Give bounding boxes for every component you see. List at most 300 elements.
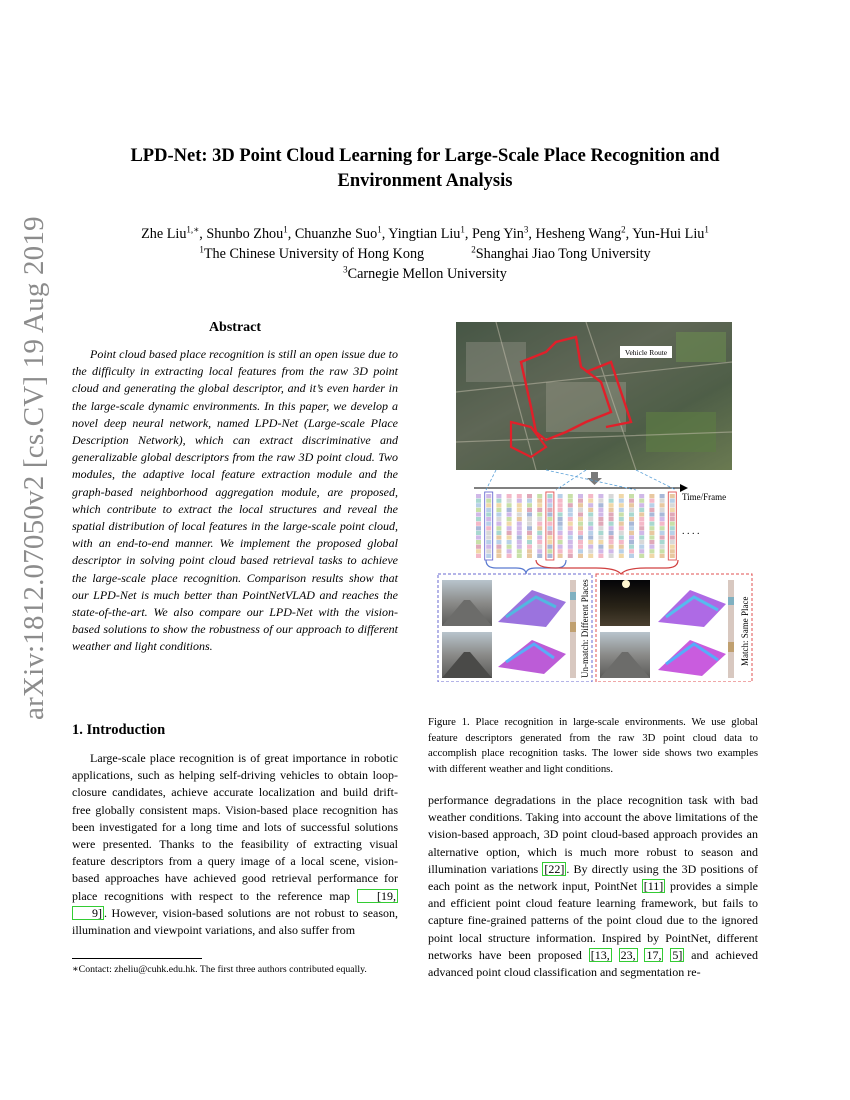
descriptor-cell xyxy=(547,549,552,553)
descriptor-cell xyxy=(649,540,654,544)
descriptor-cell xyxy=(476,503,481,507)
descriptor-cell xyxy=(660,512,665,516)
descriptor-cell xyxy=(588,545,593,549)
descriptor-cell xyxy=(527,545,532,549)
descriptor-cell xyxy=(496,554,501,558)
descriptor-cell xyxy=(507,526,512,530)
descriptor-cell xyxy=(660,499,665,503)
descriptor-cell xyxy=(507,522,512,526)
descriptor-cell xyxy=(476,549,481,553)
descriptor-cell xyxy=(496,540,501,544)
descriptor-cell xyxy=(517,535,522,539)
affiliations-line-1 xyxy=(40,244,810,264)
descriptor-cell xyxy=(609,540,614,544)
right-column-body xyxy=(428,792,758,981)
descriptor-cell xyxy=(476,526,481,530)
descriptor-cell xyxy=(486,535,491,539)
descriptor-cell xyxy=(568,531,573,535)
descriptor-cell xyxy=(558,522,563,526)
descriptor-cell xyxy=(527,549,532,553)
descriptor-cell xyxy=(609,517,614,521)
descriptor-cell xyxy=(537,499,542,503)
descriptor-cell xyxy=(507,499,512,503)
descriptor-cell xyxy=(476,522,481,526)
descriptor-cell xyxy=(527,526,532,530)
affiliation-sup: 2 xyxy=(471,244,476,255)
descriptor-cell xyxy=(670,549,675,553)
satellite-map-image xyxy=(456,322,732,470)
descriptor-cell xyxy=(558,554,563,558)
footnote: ∗Contact: zheliu@cuhk.edu.hk. The first three authors contributed equally. xyxy=(72,964,367,975)
descriptor-cell xyxy=(537,531,542,535)
descriptor-cell xyxy=(507,512,512,516)
descriptor-cell xyxy=(496,512,501,516)
title-line-2: Environment Analysis xyxy=(337,171,513,191)
descriptor-cell xyxy=(639,526,644,530)
descriptor-cell xyxy=(639,554,644,558)
descriptor-cell xyxy=(588,522,593,526)
descriptor-cell xyxy=(558,531,563,535)
descriptor-cell xyxy=(507,540,512,544)
descriptor-cell xyxy=(578,503,583,507)
descriptor-cell xyxy=(496,517,501,521)
citation-link[interactable]: [13, xyxy=(590,947,610,962)
descriptor-cell xyxy=(728,597,734,605)
descriptor-cell xyxy=(619,535,624,539)
descriptor-cell xyxy=(639,531,644,535)
descriptor-cell xyxy=(537,508,542,512)
descriptor-cell xyxy=(547,517,552,521)
descriptor-cell xyxy=(476,531,481,535)
descriptor-cell xyxy=(649,549,654,553)
descriptor-cell xyxy=(670,540,675,544)
abstract-body xyxy=(72,346,398,656)
descriptor-cell xyxy=(649,508,654,512)
descriptor-cell xyxy=(476,545,481,549)
descriptor-cell xyxy=(670,508,675,512)
brace-unmatch xyxy=(486,560,566,574)
descriptor-cell xyxy=(598,499,603,503)
descriptor-cell xyxy=(649,545,654,549)
descriptor-cell xyxy=(496,522,501,526)
descriptor-cell xyxy=(578,549,583,553)
descriptor-cell xyxy=(537,512,542,516)
descriptor-cell xyxy=(629,512,634,516)
descriptor-cell xyxy=(507,494,512,498)
citation-link[interactable]: 5] xyxy=(672,947,683,962)
descriptor-cell xyxy=(507,508,512,512)
descriptor-cell xyxy=(507,503,512,507)
affiliation-3: Carnegie Mellon University xyxy=(347,266,507,282)
descriptor-cell xyxy=(629,531,634,535)
descriptor-cell xyxy=(619,549,624,553)
descriptor-cell xyxy=(619,540,624,544)
descriptor-cell xyxy=(476,499,481,503)
descriptor-cell xyxy=(598,549,603,553)
descriptor-cell xyxy=(507,517,512,521)
descriptor-cell xyxy=(547,508,552,512)
descriptor-cell xyxy=(609,508,614,512)
descriptor-cell xyxy=(670,522,675,526)
intro-text-end: . However, vision-based solutions are not robust to season, illumination and viewpoint variations, and also suffer from xyxy=(72,905,398,938)
descriptor-cell xyxy=(578,531,583,535)
descriptor-cell xyxy=(570,622,576,632)
descriptor-cell xyxy=(578,535,583,539)
descriptor-cell xyxy=(629,549,634,553)
author-name: Shunbo Zhou xyxy=(206,226,284,242)
descriptor-cell xyxy=(578,517,583,521)
descriptor-cell xyxy=(486,545,491,549)
down-arrow-icon xyxy=(587,472,602,485)
point-cloud xyxy=(498,590,566,627)
citation-link[interactable]: [19, xyxy=(357,889,398,903)
citation-link[interactable]: 23, xyxy=(620,947,636,962)
descriptor-cell xyxy=(629,545,634,549)
descriptor-cell xyxy=(649,522,654,526)
descriptor-cell xyxy=(568,526,573,530)
author-sup: 1,∗ xyxy=(186,224,200,235)
descriptor-cell xyxy=(588,535,593,539)
descriptor-cell xyxy=(476,554,481,558)
descriptor-cell xyxy=(578,554,583,558)
author-sup: 1 xyxy=(377,224,382,235)
descriptor-cell xyxy=(558,499,563,503)
section-heading-introduction: 1. Introduction xyxy=(72,722,166,738)
descriptor-cell xyxy=(527,512,532,516)
descriptor-cell xyxy=(598,554,603,558)
descriptor-cell xyxy=(568,540,573,544)
descriptor-cell xyxy=(568,517,573,521)
descriptor-cell xyxy=(670,554,675,558)
descriptor-cell xyxy=(537,540,542,544)
descriptor-cell xyxy=(660,494,665,498)
author-list: Zhe Liu$^{1,∗}$, Shunbo Zhou$^1$, Chuanzhe Suo$^1$, Yingtian Liu$^1$, Peng Yin$^3$, Hesheng Wang$^2$, Yun-Hui Liu$^1$ xyxy=(141,224,709,242)
vehicle-route-label: Vehicle Route xyxy=(624,348,668,357)
introduction-body xyxy=(72,750,398,939)
descriptor-cell xyxy=(496,508,501,512)
descriptor-cell xyxy=(639,512,644,516)
descriptor-cell xyxy=(537,545,542,549)
descriptor-cell xyxy=(568,508,573,512)
descriptor-cell xyxy=(527,540,532,544)
descriptor-cell xyxy=(588,494,593,498)
descriptor-cell xyxy=(660,531,665,535)
descriptor-cell xyxy=(527,494,532,498)
affiliation-sup: 1 xyxy=(199,244,204,255)
author-sup: 1 xyxy=(283,224,288,235)
descriptor-cell xyxy=(527,517,532,521)
descriptor-cell xyxy=(598,503,603,507)
descriptor-cell xyxy=(568,545,573,549)
descriptor-cell xyxy=(517,545,522,549)
descriptor-cell xyxy=(517,549,522,553)
descriptor-cell xyxy=(527,522,532,526)
descriptor-cell xyxy=(609,549,614,553)
descriptor-cell xyxy=(496,531,501,535)
descriptor-cell xyxy=(619,517,624,521)
match-panel xyxy=(600,580,750,678)
descriptor-cell xyxy=(619,522,624,526)
descriptor-cell xyxy=(629,526,634,530)
author-block xyxy=(40,224,810,284)
descriptor-cell xyxy=(527,499,532,503)
descriptor-cell xyxy=(578,526,583,530)
descriptor-cell xyxy=(609,545,614,549)
descriptor-cell xyxy=(649,512,654,516)
descriptor-cell xyxy=(588,549,593,553)
descriptor-cell xyxy=(660,503,665,507)
author-name: Zhe Liu xyxy=(141,226,187,242)
descriptor-cell xyxy=(639,517,644,521)
descriptor-cell xyxy=(486,531,491,535)
figure-graphic xyxy=(436,322,754,682)
descriptor-cell xyxy=(547,545,552,549)
connector-lines xyxy=(486,470,676,490)
descriptor-cell xyxy=(598,494,603,498)
descriptor-cell xyxy=(670,503,675,507)
descriptor-cell xyxy=(486,522,491,526)
descriptor-cell xyxy=(517,531,522,535)
footnote-rule xyxy=(72,958,202,959)
author-sup: 1 xyxy=(704,224,709,235)
descriptor-cell xyxy=(598,522,603,526)
descriptor-cell xyxy=(670,545,675,549)
descriptor-cell xyxy=(558,535,563,539)
descriptor-cell xyxy=(547,512,552,516)
author-sup: 3 xyxy=(523,224,529,235)
descriptor-cell xyxy=(609,535,614,539)
descriptor-cell xyxy=(660,540,665,544)
descriptor-cell xyxy=(547,494,552,498)
descriptor-cell xyxy=(537,554,542,558)
author-name: Hesheng Wang xyxy=(535,226,622,242)
author-name: Peng Yin xyxy=(472,226,524,242)
timeline-arrow-icon xyxy=(680,484,688,492)
descriptor-cell xyxy=(660,554,665,558)
descriptor-cell xyxy=(619,512,624,516)
descriptor-cell xyxy=(619,531,624,535)
descriptor-cell xyxy=(660,535,665,539)
descriptor-cell xyxy=(598,526,603,530)
descriptor-cell xyxy=(486,549,491,553)
body-paragraph xyxy=(428,792,758,981)
descriptor-cell xyxy=(660,526,665,530)
descriptor-cell xyxy=(660,508,665,512)
descriptor-cell xyxy=(578,522,583,526)
descriptor-cell xyxy=(588,512,593,516)
descriptor-cell xyxy=(568,554,573,558)
descriptor-cell xyxy=(609,503,614,507)
descriptor-cell xyxy=(598,540,603,544)
descriptor-cell xyxy=(588,508,593,512)
figure-caption: Figure 1. Place recognition in large-scale environments. We use global feature descriptors generated from the raw 3D point cloud data to accomplish place recognition tasks. The lower side shows two examples with different weather and light conditions. xyxy=(428,716,758,775)
title-line-1: LPD-Net: 3D Point Cloud Learning for Large-Scale Place Recognition and xyxy=(130,146,720,166)
descriptor-cell xyxy=(537,522,542,526)
descriptor-cell xyxy=(660,517,665,521)
descriptor-cell xyxy=(517,499,522,503)
descriptor-cell xyxy=(547,522,552,526)
descriptor-cell xyxy=(486,499,491,503)
author-sup: 1 xyxy=(460,224,465,235)
brace-match xyxy=(536,560,678,574)
descriptor-cell xyxy=(558,549,563,553)
author-name: Yun-Hui Liu xyxy=(632,226,705,242)
descriptor-cell xyxy=(609,522,614,526)
descriptor-cell xyxy=(619,526,624,530)
descriptor-cell xyxy=(609,512,614,516)
descriptor-cell xyxy=(639,508,644,512)
descriptor-cell xyxy=(568,549,573,553)
descriptor-cell xyxy=(558,503,563,507)
descriptor-cell xyxy=(476,494,481,498)
descriptor-cell xyxy=(537,517,542,521)
descriptor-cell xyxy=(568,499,573,503)
intro-paragraph xyxy=(72,750,398,939)
descriptor-cell xyxy=(588,540,593,544)
descriptor-cell xyxy=(476,512,481,516)
descriptor-cell xyxy=(670,512,675,516)
figure-1 xyxy=(436,322,754,682)
affiliation-2: Shanghai Jiao Tong University xyxy=(475,246,651,262)
descriptor-cell xyxy=(629,499,634,503)
descriptor-cell xyxy=(547,535,552,539)
descriptor-cell xyxy=(619,499,624,503)
author-name: Yingtian Liu xyxy=(388,226,461,242)
descriptor-cell xyxy=(629,522,634,526)
descriptor-cell xyxy=(639,503,644,507)
descriptor-cell xyxy=(517,540,522,544)
descriptor-cell xyxy=(578,499,583,503)
descriptor-cell xyxy=(629,535,634,539)
descriptor-cell xyxy=(588,554,593,558)
descriptor-cell xyxy=(588,503,593,507)
body-text: performance degradations in the place recognition task with bad weather conditions. Taking into account the above limitations of the vision-based approach, 3D point cloud-based approach provides an alternative option, which is much more robust to season and illumination variations xyxy=(428,793,758,876)
descriptor-cell xyxy=(670,535,675,539)
citation-link[interactable]: [11] xyxy=(643,879,664,894)
descriptor-cell xyxy=(517,526,522,530)
citation-link[interactable]: 17, xyxy=(646,947,662,962)
descriptor-cell xyxy=(507,531,512,535)
descriptor-cell xyxy=(619,545,624,549)
descriptor-cell xyxy=(609,494,614,498)
descriptor-cell xyxy=(649,526,654,530)
descriptor-cell xyxy=(629,494,634,498)
descriptor-cell xyxy=(476,508,481,512)
citation-link[interactable]: 9] xyxy=(72,906,104,920)
descriptor-cell xyxy=(649,531,654,535)
descriptor-cell xyxy=(609,499,614,503)
descriptor-cell xyxy=(486,503,491,507)
descriptor-cell xyxy=(670,526,675,530)
descriptor-cell xyxy=(568,535,573,539)
descriptor-cell xyxy=(629,508,634,512)
descriptor-cell xyxy=(517,508,522,512)
descriptor-cell xyxy=(619,508,624,512)
descriptor-cell xyxy=(527,535,532,539)
paper-title xyxy=(60,144,790,194)
author-name: Chuanzhe Suo xyxy=(294,226,378,242)
ellipsis-label: . . . . xyxy=(682,526,700,537)
descriptor-cell xyxy=(486,508,491,512)
descriptor-cell xyxy=(496,499,501,503)
descriptor-cell xyxy=(578,508,583,512)
descriptor-cell xyxy=(476,535,481,539)
descriptor-cell xyxy=(609,531,614,535)
descriptor-cell xyxy=(598,531,603,535)
descriptor-cell xyxy=(486,540,491,544)
descriptor-cell xyxy=(570,592,576,600)
descriptor-cell xyxy=(486,526,491,530)
street-light xyxy=(622,580,630,588)
descriptor-cell xyxy=(558,545,563,549)
descriptor-cell xyxy=(476,540,481,544)
descriptor-cell xyxy=(619,494,624,498)
author-sup: 2 xyxy=(621,224,626,235)
descriptor-cell xyxy=(649,499,654,503)
descriptor-cell xyxy=(588,526,593,530)
unmatch-panel xyxy=(442,579,590,678)
descriptor-cell xyxy=(598,535,603,539)
descriptor-cell xyxy=(629,503,634,507)
descriptor-cell xyxy=(629,540,634,544)
descriptor-cell xyxy=(537,503,542,507)
feature-descriptor-columns xyxy=(476,492,676,560)
time-frame-label: Time/Frame xyxy=(682,492,727,502)
descriptor-cell xyxy=(496,503,501,507)
descriptor-cell xyxy=(609,526,614,530)
descriptor-cell xyxy=(619,554,624,558)
descriptor-cell xyxy=(517,512,522,516)
descriptor-cell xyxy=(547,540,552,544)
citation-link[interactable]: [22] xyxy=(544,861,565,876)
descriptor-cell xyxy=(496,535,501,539)
descriptor-cell xyxy=(547,499,552,503)
descriptor-cell xyxy=(558,526,563,530)
descriptor-cell xyxy=(578,540,583,544)
descriptor-cell xyxy=(517,494,522,498)
descriptor-cell xyxy=(660,549,665,553)
affiliation-1: The Chinese University of Hong Kong xyxy=(203,246,425,262)
descriptor-cell xyxy=(507,535,512,539)
descriptor-cell xyxy=(578,545,583,549)
descriptor-cell xyxy=(507,545,512,549)
descriptor-cell xyxy=(598,508,603,512)
descriptor-cell xyxy=(547,554,552,558)
descriptor-cell xyxy=(639,499,644,503)
descriptor-cell xyxy=(670,494,675,498)
descriptor-cell xyxy=(486,494,491,498)
affiliations-line-2 xyxy=(40,264,810,284)
descriptor-cell xyxy=(568,503,573,507)
descriptor-cell xyxy=(598,512,603,516)
descriptor-cell xyxy=(476,517,481,521)
descriptor-cell xyxy=(486,554,491,558)
descriptor-cell xyxy=(527,508,532,512)
descriptor-cell xyxy=(558,540,563,544)
descriptor-cell xyxy=(649,535,654,539)
descriptor-cell xyxy=(517,522,522,526)
descriptor-cell xyxy=(527,554,532,558)
arxiv-stamp: arXiv:1812.07050v2 [cs.CV] 19 Aug 2019 xyxy=(18,216,50,720)
descriptor-cell xyxy=(670,499,675,503)
descriptor-cell xyxy=(588,531,593,535)
match-label: Match: Same Place xyxy=(740,596,750,666)
descriptor-cell xyxy=(517,503,522,507)
descriptor-cell xyxy=(670,531,675,535)
descriptor-cell xyxy=(527,503,532,507)
descriptor-cell xyxy=(629,554,634,558)
descriptor-cell xyxy=(639,549,644,553)
